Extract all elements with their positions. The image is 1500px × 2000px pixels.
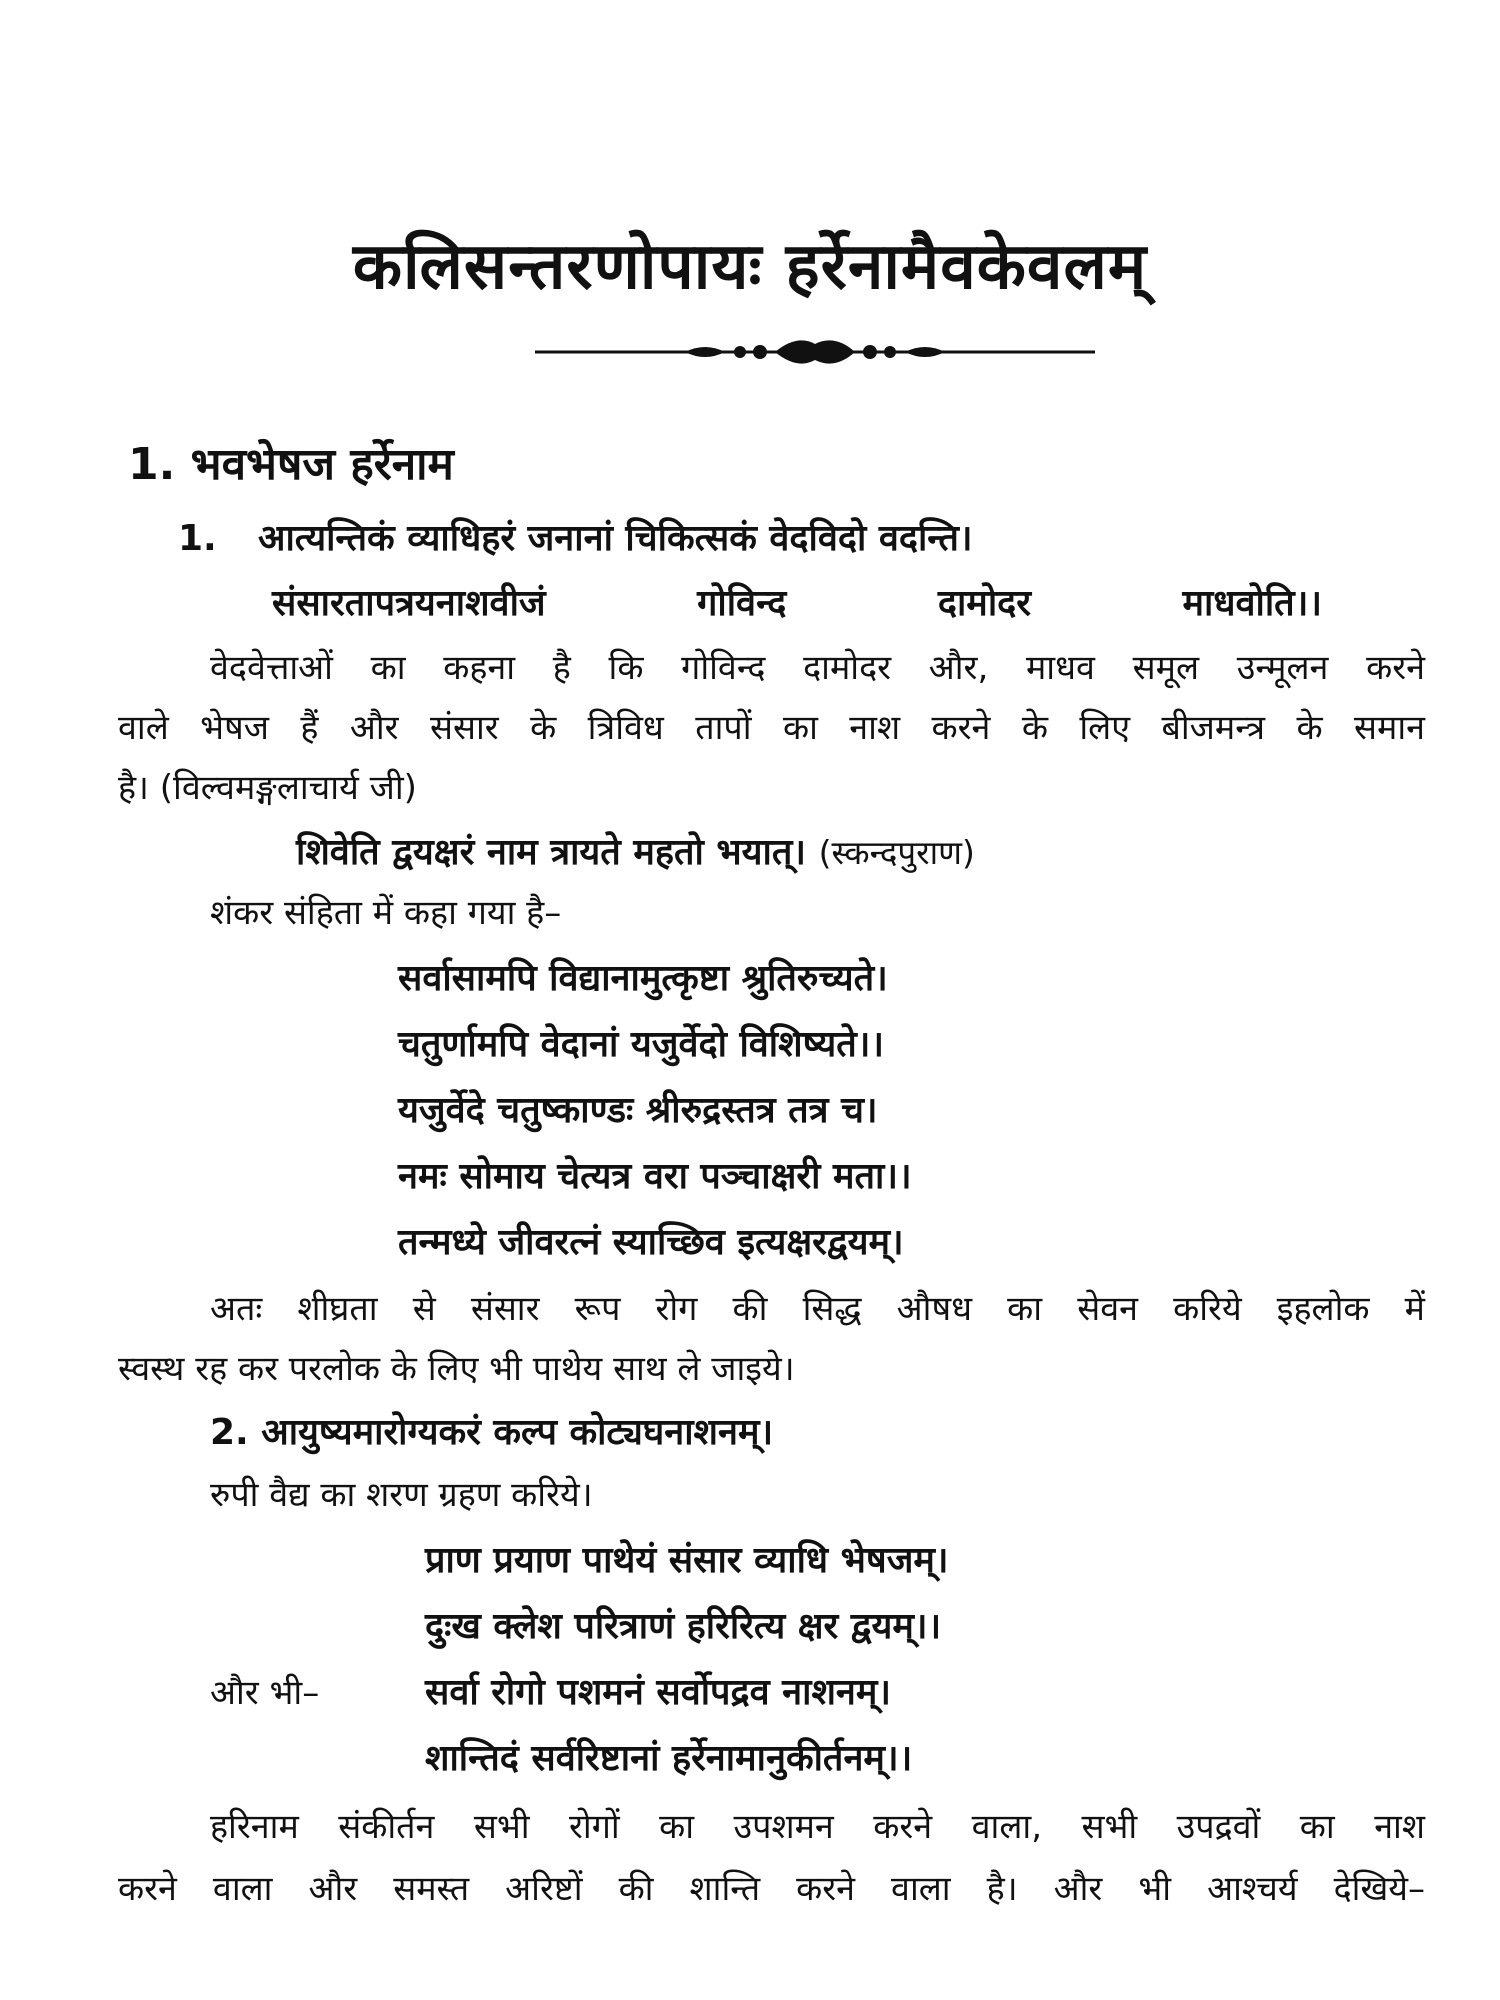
aur-bhi-label: और भी–: [210, 1673, 320, 1713]
verse1-line1: [178, 508, 973, 570]
shiva-verse: [296, 822, 975, 884]
section-heading: 1. भवभेषज हर्रेनाम: [128, 439, 454, 490]
shankar-verse-line: तन्मध्ये जीवरत्नं स्याच्छिव इत्यक्षरद्वयम्।: [398, 1222, 904, 1263]
paragraph-line: है। (विल्वमङ्गलाचार्य जी): [118, 768, 417, 808]
verse-text: शिवेति द्वयक्षरं नाम त्रायते महतो भयात्।: [296, 832, 807, 873]
verse-text: आत्यन्तिकं व्याधिहरं जनानां चिकित्सकं वेदविदो वदन्ति।: [258, 518, 973, 559]
verse-word: गोविन्द: [697, 583, 787, 624]
verse2-line: 2. आयुष्यमारोग्यकरं कल्प कोट्यघनाशनम्।: [210, 1412, 774, 1453]
verse-word: माधवोति।।: [1182, 583, 1322, 624]
verse2-follow: रुपी वैद्य का शरण ग्रहण करिये।: [210, 1475, 593, 1515]
verse-word: संसारतापत्रयनाशवीजं: [272, 583, 546, 624]
shankar-verse-line: सर्वासामपि विद्यानामुत्कृष्टा श्रुतिरुच्यते।: [398, 958, 888, 999]
verse1-line2: [272, 573, 1322, 635]
prana-verse-line: दुःख क्लेश परित्राणं हरिरित्य क्षर द्वयम्।।: [425, 1606, 942, 1647]
paragraph-line: अतः शीघ्रता से संसार रूप रोग की सिद्ध औषध का सेवन करिये इहलोक में: [210, 1289, 1425, 1329]
paragraph-line: करने वाला और समस्त अरिष्टों की शान्ति करने वाला है। और भी आश्चर्य देखिये–: [118, 1869, 1425, 1909]
paragraph-line: वाले भेषज हैं और संसार के त्रिविध तापों का नाश करने के लिए बीजमन्त्र के समान: [118, 708, 1425, 748]
shankar-verse-line: नमः सोमाय चेत्यत्र वरा पञ्चाक्षरी मता।।: [398, 1156, 912, 1197]
sarva-verse-line: सर्वा रोगो पशमनं सर्वोपद्रव नाशनम्।: [425, 1672, 892, 1713]
shankar-verse-line: यजुर्वेदे चतुष्काण्डः श्रीरुद्रस्तत्र तत्र च।: [398, 1090, 878, 1131]
page-title: कलिसन्तरणोपायः हर्रेनामैवकेवलम्: [352, 230, 1148, 304]
shankar-intro: शंकर संहिता में कहा गया है–: [210, 893, 562, 933]
paragraph-line: हरिनाम संकीर्तन सभी रोगों का उपशमन करने वाला, सभी उपद्रवों का नाश: [210, 1807, 1425, 1847]
shankar-verse-line: चतुर्णामपि वेदानां यजुर्वेदो विशिष्यते।।: [398, 1024, 885, 1065]
verse-number: 1.: [178, 518, 217, 559]
ornament-divider-icon: [535, 332, 1095, 372]
paragraph-line: वेदवेत्ताओं का कहना है कि गोविन्द दामोदर और, माधव समूल उन्मूलन करने: [210, 648, 1425, 688]
prana-verse-line: प्राण प्रयाण पाथेयं संसार व्याधि भेषजम्।: [425, 1540, 949, 1581]
sarva-verse-line: शान्तिदं सर्वरिष्टानां हर्रेनामानुकीर्तनम्।।: [425, 1738, 913, 1779]
verse-word: दामोदर: [937, 583, 1031, 624]
paragraph-line: स्वस्थ रह कर परलोक के लिए भी पाथेय साथ ले जाइये।: [118, 1349, 795, 1389]
source-citation: (स्कन्दपुराण): [818, 833, 975, 872]
